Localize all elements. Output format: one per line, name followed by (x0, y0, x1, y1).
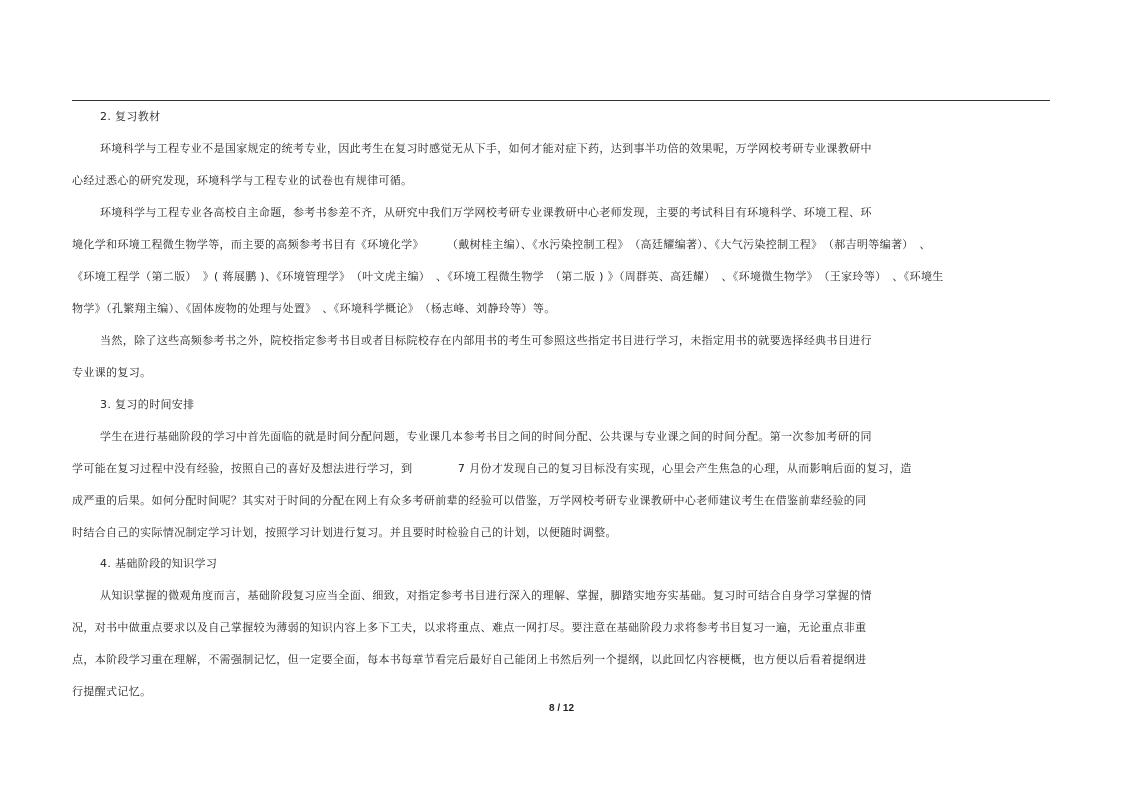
paragraph-line: 《环境工程学（第二版） 》( 蒋展鹏 )、《环境管理学》 （叶文虎主编） 、《环境工程微生物学 （第二版 ) 》（周群英、高廷耀） 、《环境微生物学》 （王家玲等） 、《环境生 (72, 270, 944, 283)
paragraph-line: 物学》（孔繁翔主编）、《固体废物的处理与处置》 、《环境科学概论》 （杨志峰、刘静玲等）等。 (72, 302, 556, 315)
paragraph-line: 学可能在复习过程中没有经验，按照自己的喜好及想法进行学习，到 7 月份才发现自己的复习目标没有实现，心里会产生焦急的心理，从而影响后面的复习，造 (72, 462, 912, 475)
paragraph-line: 行提醒式记忆。 (72, 685, 152, 698)
page-number: 8 / 12 (548, 703, 575, 714)
paragraph-line: 环境科学与工程专业不是国家规定的统考专业，因此考生在复习时感觉无从下手，如何才能对症下药，达到事半功倍的效果呢，万学网校考研专业课教研中 (100, 142, 872, 155)
paragraph-line: 点，本阶段学习重在理解，不需强制记忆，但一定要全面，每本书每章节看完后最好自己能闭上书然后列一个提纲，以此回忆内容梗概，也方便以后看着提纲进 (72, 653, 867, 666)
paragraph-line: 时结合自己的实际情况制定学习计划，按照学习计划进行复习。并且要时时检验自己的计划，以便随时调整。 (72, 526, 617, 539)
paragraph-line: 学生在进行基础阶段的学习中首先面临的就是时间分配问题，专业课几本参考书目之间的时间分配、公共课与专业课之间的时间分配。第一次参加考研的同 (100, 430, 872, 443)
section-heading-3: 3. 复习的时间安排 (100, 398, 195, 411)
paragraph-line: 心经过悉心的研究发现，环境科学与工程专业的试卷也有规律可循。 (72, 174, 413, 187)
header-rule (72, 100, 1050, 101)
section-heading-4: 4. 基础阶段的知识学习 (100, 557, 218, 570)
paragraph-line: 环境科学与工程专业各高校自主命题，参考书参差不齐，从研究中我们万学网校考研专业课教研中心老师发现，主要的考试科目有环境科学、环境工程、环 (100, 206, 872, 219)
paragraph-line: 从知识掌握的微观角度而言，基础阶段复习应当全面、细致，对指定参考书目进行深入的理解、掌握，脚踏实地夯实基础。复习时可结合自身学习掌握的情 (100, 589, 872, 602)
paragraph-line: 境化学和环境工程微生物学等，而主要的高频参考书目有《环境化学》 （戴树桂主编）、《水污染控制工程》 （高廷耀编著）、《大气污染控制工程》 （郝吉明等编著） 、 (72, 238, 931, 251)
paragraph-line: 成严重的后果。如何分配时间呢？其实对于时间的分配在网上有众多考研前辈的经验可以借鉴，万学网校考研专业课教研中心老师建议考生在借鉴前辈经验的同 (72, 494, 867, 507)
paragraph-line: 况，对书中做重点要求以及自己掌握较为薄弱的知识内容上多下工夫，以求将重点、难点一网打尽。要注意在基础阶段力求将参考书目复习一遍，无论重点非重 (72, 621, 867, 634)
paragraph-line: 当然，除了这些高频参考书之外，院校指定参考书目或者目标院校存在内部用书的考生可参照这些指定书目进行学习，未指定用书的就要选择经典书目进行 (100, 334, 872, 347)
paragraph-line: 专业课的复习。 (72, 366, 152, 379)
section-heading-2: 2. 复习教材 (100, 110, 161, 123)
